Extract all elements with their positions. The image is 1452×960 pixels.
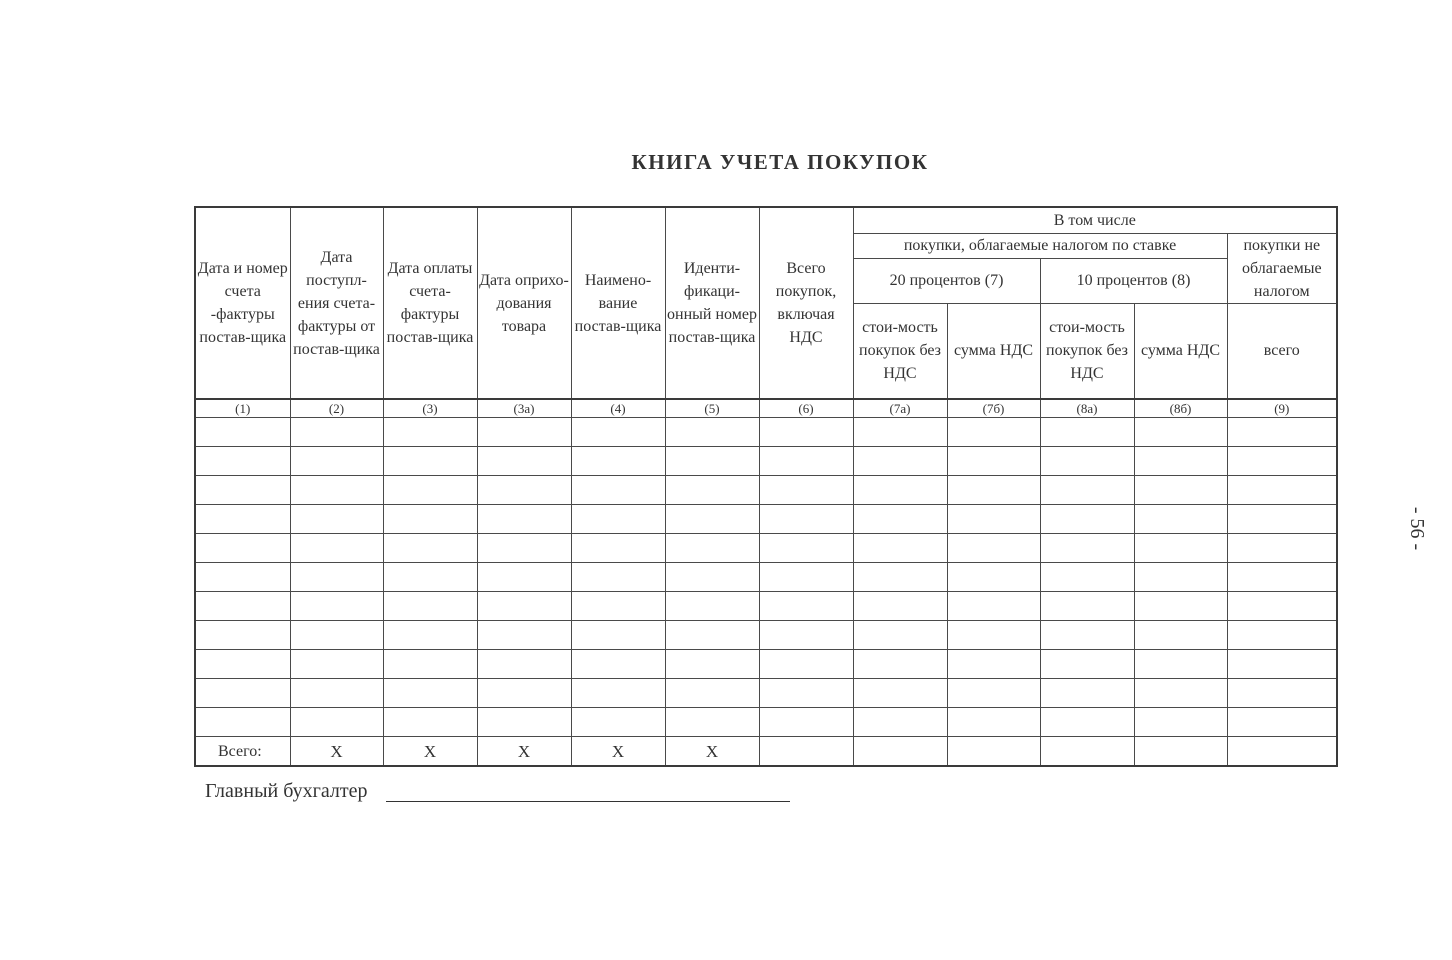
table-row	[195, 708, 1337, 737]
header-rate-10: 10 процентов (8)	[1040, 258, 1227, 303]
header-vat-10: сумма НДС	[1134, 303, 1227, 399]
table-cell	[947, 447, 1040, 476]
table-cell	[290, 621, 383, 650]
table-cell	[1227, 563, 1337, 592]
table-cell	[571, 563, 665, 592]
table-cell	[290, 476, 383, 505]
table-cell	[290, 418, 383, 447]
table-cell	[477, 476, 571, 505]
column-number: (2)	[290, 399, 383, 418]
table-cell	[195, 650, 290, 679]
table-cell	[195, 679, 290, 708]
table-row	[195, 505, 1337, 534]
header-taxed-purchases: покупки, облагаемые налогом по ставке	[853, 233, 1227, 258]
table-cell	[195, 592, 290, 621]
header-total-purchases-vat: Всего покупок, включая НДС	[759, 207, 853, 399]
table-cell	[477, 708, 571, 737]
table-cell	[477, 621, 571, 650]
table-cell	[1134, 708, 1227, 737]
table-cell	[383, 592, 477, 621]
table-row	[195, 679, 1337, 708]
table-cell	[195, 476, 290, 505]
header-supplier-tax-id: Иденти-фикаци-онный номер постав-щика	[665, 207, 759, 399]
table-cell	[947, 679, 1040, 708]
table-cell	[759, 534, 853, 563]
table-cell	[1227, 418, 1337, 447]
table-row	[195, 650, 1337, 679]
table-cell	[665, 650, 759, 679]
column-number: (6)	[759, 399, 853, 418]
table-cell	[290, 592, 383, 621]
table-cell	[571, 650, 665, 679]
column-number: (4)	[571, 399, 665, 418]
table-cell	[853, 650, 947, 679]
table-cell	[759, 592, 853, 621]
table-cell	[853, 534, 947, 563]
header-vat-20: сумма НДС	[947, 303, 1040, 399]
page-number: - 56 -	[1406, 506, 1429, 551]
table-cell	[665, 621, 759, 650]
table-cell	[383, 447, 477, 476]
header-including: В том числе	[853, 207, 1337, 233]
table-cell	[477, 447, 571, 476]
table-cell	[290, 447, 383, 476]
column-number: (3)	[383, 399, 477, 418]
table-cell	[290, 534, 383, 563]
table-cell	[853, 621, 947, 650]
table-cell	[759, 621, 853, 650]
table-cell	[853, 679, 947, 708]
header-invoice-payment-date: Дата оплаты счета-фактуры постав-щика	[383, 207, 477, 399]
table-row	[195, 447, 1337, 476]
total-mark: X	[383, 737, 477, 767]
table-cell	[383, 650, 477, 679]
table-cell	[759, 476, 853, 505]
chief-accountant-label: Главный бухгалтер	[205, 780, 368, 802]
table-cell	[1227, 650, 1337, 679]
table-cell	[290, 505, 383, 534]
table-cell	[665, 708, 759, 737]
table-cell	[947, 592, 1040, 621]
table-cell	[1134, 534, 1227, 563]
total-cell	[759, 737, 853, 767]
table-cell	[383, 534, 477, 563]
table-cell	[853, 505, 947, 534]
table-cell	[665, 592, 759, 621]
table-cell	[1134, 679, 1227, 708]
table-cell	[1040, 679, 1134, 708]
table-cell	[665, 679, 759, 708]
table-cell	[1227, 708, 1337, 737]
header-cost-10: стои-мость покупок без НДС	[1040, 303, 1134, 399]
table-cell	[1040, 476, 1134, 505]
table-cell	[195, 418, 290, 447]
table-cell	[1040, 418, 1134, 447]
table-cell	[1227, 679, 1337, 708]
table-cell	[571, 621, 665, 650]
table-row	[195, 621, 1337, 650]
total-cell	[853, 737, 947, 767]
table-cell	[1227, 592, 1337, 621]
table-cell	[759, 447, 853, 476]
table-cell	[477, 418, 571, 447]
total-cell	[1227, 737, 1337, 767]
column-number: (5)	[665, 399, 759, 418]
table-cell	[477, 563, 571, 592]
column-number: (3а)	[477, 399, 571, 418]
table-cell	[383, 505, 477, 534]
table-cell	[383, 679, 477, 708]
table-cell	[1134, 621, 1227, 650]
table-cell	[947, 708, 1040, 737]
table-cell	[1040, 621, 1134, 650]
table-cell	[947, 621, 1040, 650]
column-number: (7а)	[853, 399, 947, 418]
header-non-taxed-purchases: покупки не облагаемые налогом	[1227, 233, 1337, 303]
table-cell	[571, 476, 665, 505]
table-cell	[759, 418, 853, 447]
column-number: (8а)	[1040, 399, 1134, 418]
table-cell	[1227, 447, 1337, 476]
table-cell	[477, 650, 571, 679]
total-label: Всего:	[195, 737, 290, 767]
header-invoice-receipt-date: Дата поступл-ения счета-фактуры от постав-щика	[290, 207, 383, 399]
table-cell	[383, 708, 477, 737]
table-cell	[853, 418, 947, 447]
table-cell	[1227, 476, 1337, 505]
total-mark: X	[477, 737, 571, 767]
table-cell	[1040, 505, 1134, 534]
table-cell	[1040, 650, 1134, 679]
header-non-taxed-total: всего	[1227, 303, 1337, 399]
total-cell	[947, 737, 1040, 767]
table-cell	[195, 708, 290, 737]
table-cell	[1134, 650, 1227, 679]
purchase-book-table	[194, 206, 1338, 767]
table-cell	[1227, 621, 1337, 650]
table-cell	[1134, 592, 1227, 621]
table-cell	[947, 476, 1040, 505]
column-number: (8б)	[1134, 399, 1227, 418]
header-cost-20: стои-мость покупок без НДС	[853, 303, 947, 399]
table-cell	[383, 418, 477, 447]
table-row	[195, 563, 1337, 592]
table-cell	[571, 592, 665, 621]
column-number: (7б)	[947, 399, 1040, 418]
table-cell	[665, 447, 759, 476]
table-cell	[947, 650, 1040, 679]
table-cell	[290, 563, 383, 592]
table-cell	[383, 621, 477, 650]
table-cell	[571, 679, 665, 708]
table-cell	[1227, 505, 1337, 534]
table-cell	[571, 418, 665, 447]
table-cell	[853, 476, 947, 505]
header-invoice-date-number: Дата и номер счета -фактуры постав-щика	[195, 207, 290, 399]
table-cell	[759, 505, 853, 534]
table-cell	[759, 650, 853, 679]
table-cell	[195, 534, 290, 563]
table-cell	[195, 447, 290, 476]
table-cell	[665, 418, 759, 447]
table-cell	[383, 476, 477, 505]
table-cell	[947, 418, 1040, 447]
table-cell	[1040, 708, 1134, 737]
table-cell	[665, 476, 759, 505]
table-cell	[1134, 476, 1227, 505]
table-cell	[759, 679, 853, 708]
header-goods-posting-date: Дата оприхо-дования товара	[477, 207, 571, 399]
table-cell	[195, 505, 290, 534]
table-cell	[665, 563, 759, 592]
header-supplier-name: Наимено-вание постав-щика	[571, 207, 665, 399]
table-cell	[571, 447, 665, 476]
table-cell	[1040, 447, 1134, 476]
table-cell	[477, 679, 571, 708]
total-mark: X	[665, 737, 759, 767]
table-cell	[477, 534, 571, 563]
table-cell	[195, 621, 290, 650]
table-cell	[477, 505, 571, 534]
total-mark: X	[290, 737, 383, 767]
total-cell	[1040, 737, 1134, 767]
table-row	[195, 418, 1337, 447]
table-cell	[853, 563, 947, 592]
table-cell	[290, 650, 383, 679]
table-cell	[665, 534, 759, 563]
table-cell	[1134, 447, 1227, 476]
table-cell	[665, 505, 759, 534]
table-cell	[853, 708, 947, 737]
table-cell	[947, 563, 1040, 592]
table-cell	[853, 592, 947, 621]
table-cell	[571, 534, 665, 563]
total-mark: X	[571, 737, 665, 767]
header-rate-20: 20 процентов (7)	[853, 258, 1040, 303]
signature-line	[386, 801, 790, 802]
table-cell	[1227, 534, 1337, 563]
column-number: (1)	[195, 399, 290, 418]
table-cell	[759, 563, 853, 592]
table-row	[195, 592, 1337, 621]
total-cell	[1134, 737, 1227, 767]
table-cell	[571, 708, 665, 737]
table-cell	[1040, 534, 1134, 563]
total-row	[195, 737, 1337, 767]
table-row	[195, 534, 1337, 563]
table-row	[195, 476, 1337, 505]
table-cell	[1040, 592, 1134, 621]
table-cell	[1040, 563, 1134, 592]
table-cell	[947, 534, 1040, 563]
table-cell	[571, 505, 665, 534]
table-cell	[290, 679, 383, 708]
table-cell	[853, 447, 947, 476]
table-cell	[290, 708, 383, 737]
column-number-row	[195, 399, 1337, 418]
table-cell	[383, 563, 477, 592]
column-number: (9)	[1227, 399, 1337, 418]
document-title: КНИГА УЧЕТА ПОКУПОК	[631, 150, 929, 174]
table-cell	[1134, 563, 1227, 592]
table-cell	[477, 592, 571, 621]
table-cell	[1134, 505, 1227, 534]
table-cell	[947, 505, 1040, 534]
table-cell	[195, 563, 290, 592]
table-cell	[759, 708, 853, 737]
table-cell	[1134, 418, 1227, 447]
